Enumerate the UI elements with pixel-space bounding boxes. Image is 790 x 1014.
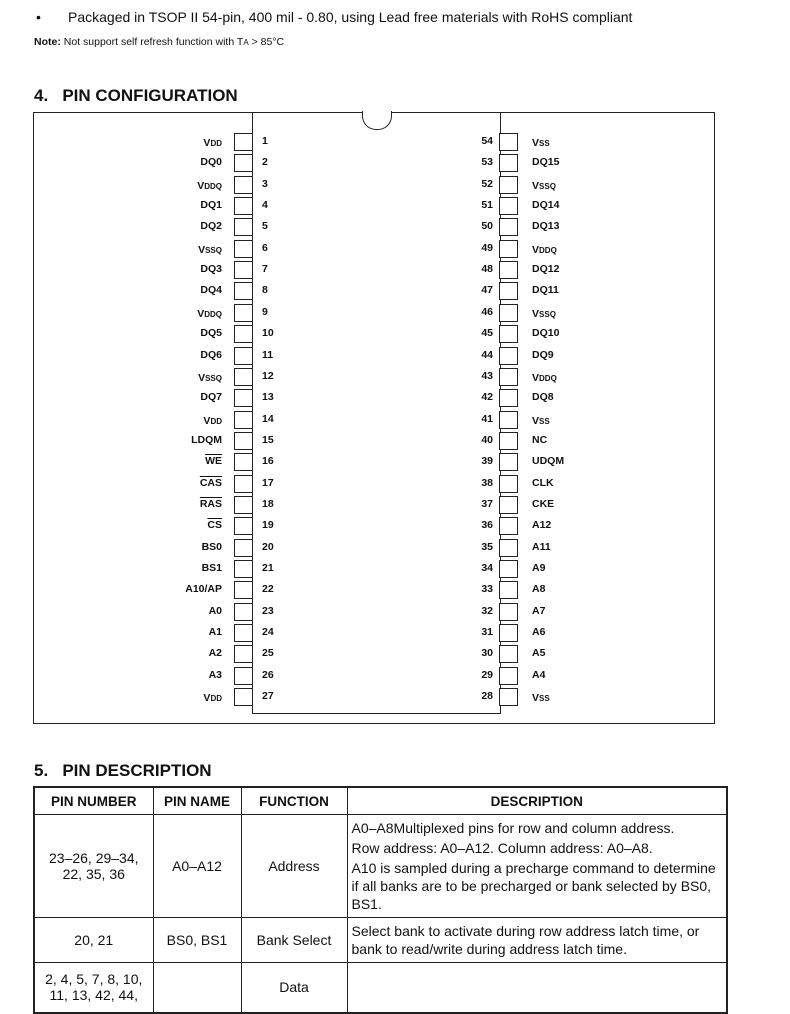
pin-label: A9 — [532, 562, 546, 574]
pin-number: 4 — [262, 199, 268, 212]
pin-box — [234, 154, 253, 172]
bullet: • — [36, 9, 41, 25]
pin-box — [234, 325, 253, 343]
column-header: DESCRIPTION — [347, 787, 727, 815]
pin-number: 1 — [262, 135, 268, 147]
pin-box — [499, 645, 518, 663]
pin-number: 18 — [262, 497, 274, 510]
pin-number: 22 — [262, 583, 274, 596]
pin-number: 35 — [481, 540, 493, 553]
pin-number: 44 — [481, 348, 493, 361]
pin-number: 39 — [481, 455, 493, 468]
pin-label: VDD — [203, 692, 222, 705]
pin-box — [234, 667, 253, 685]
column-header: PIN NUMBER — [34, 787, 153, 815]
pin-label: DQ6 — [200, 348, 222, 361]
note-tail: > 85°C — [248, 36, 285, 48]
pin-label: VSSQ — [198, 243, 222, 256]
pin-number: 5 — [262, 220, 268, 233]
pin-number: 27 — [262, 690, 274, 703]
pin-label: VSS — [532, 137, 550, 149]
pin-box — [234, 645, 253, 663]
pin-box — [499, 517, 518, 535]
pin-label: DQ1 — [200, 199, 222, 212]
pin-label: DQ4 — [200, 284, 222, 297]
pin-label: DQ2 — [200, 220, 222, 233]
pin-number: 33 — [481, 583, 493, 596]
pin-label: A7 — [532, 604, 546, 617]
pin-number: 12 — [262, 369, 274, 382]
pin-number: 36 — [481, 519, 493, 532]
pin-box — [234, 517, 253, 535]
pin-box — [234, 688, 253, 706]
pin-label: A6 — [532, 626, 546, 639]
pin-label: A10/AP — [185, 583, 222, 596]
pin-box — [234, 581, 253, 599]
pin-box — [234, 240, 253, 258]
pin-number: 2 — [262, 156, 268, 169]
pin-description-table — [33, 786, 728, 1014]
pin-label: VDDQ — [532, 243, 557, 256]
pin-label: $\overline{CAS}$ — [199, 476, 222, 489]
pin-number: 23 — [262, 604, 274, 617]
pin-label: VDD — [203, 137, 222, 149]
pin-box — [499, 347, 518, 365]
section-title-pin-configuration: 4. PIN CONFIGURATION — [34, 86, 238, 105]
pin-number: 9 — [262, 305, 268, 318]
pin-box — [499, 603, 518, 621]
note-text: Not support self refresh function with T — [63, 36, 244, 48]
pin-box — [499, 154, 518, 172]
table-row — [34, 918, 727, 963]
pin-number: 21 — [262, 562, 274, 574]
table-row — [34, 963, 727, 1013]
pin-number: 20 — [262, 540, 274, 553]
pin-label: DQ8 — [532, 391, 554, 404]
pin-number-cell: 23–26, 29–34, 22, 35, 36 — [34, 815, 153, 918]
pin-number: 11 — [262, 348, 274, 361]
pin-label: CLK — [532, 476, 554, 489]
pin-number: 31 — [481, 626, 493, 639]
package-feature-text: Packaged in TSOP II 54-pin, 400 mil - 0.80, using Lead free materials with RoHS compliant — [68, 9, 633, 25]
pin-label: DQ3 — [200, 263, 222, 276]
pin-number: 19 — [262, 519, 274, 532]
pin-number: 42 — [481, 391, 493, 404]
pin-name-cell — [153, 963, 241, 1013]
pin-box — [234, 218, 253, 236]
table-row — [34, 815, 727, 918]
pin-box — [499, 624, 518, 642]
pin-number: 15 — [262, 433, 274, 446]
pin-box — [234, 603, 253, 621]
pin-box — [499, 411, 518, 429]
pin-number: 3 — [262, 177, 268, 190]
pin-number-cell: 20, 21 — [34, 918, 153, 963]
pin-label: A8 — [532, 583, 546, 596]
section-title-pin-description: 5. PIN DESCRIPTION — [34, 761, 212, 780]
pin-label: DQ14 — [532, 199, 560, 212]
pin-label: VDDQ — [532, 371, 557, 384]
pin-number: 40 — [481, 433, 493, 446]
pin-label: VDDQ — [197, 179, 222, 192]
pin-box — [499, 560, 518, 578]
pin-number-cell: 2, 4, 5, 7, 8, 10, 11, 13, 42, 44, — [34, 963, 153, 1013]
pin-number: 52 — [481, 177, 493, 190]
pin-label: A4 — [532, 668, 546, 681]
pin-label: $\overline{WE}$ — [205, 455, 222, 468]
pin-label: A5 — [532, 647, 546, 660]
pin-number: 54 — [481, 135, 493, 147]
function-cell: Bank Select — [241, 918, 347, 963]
pin-label: DQ15 — [532, 156, 560, 169]
pin-box — [234, 133, 253, 151]
pin-label: A2 — [208, 647, 222, 660]
pin-box — [234, 176, 253, 194]
pin-number: 37 — [481, 497, 493, 510]
pin-label: A11 — [532, 540, 551, 553]
pin-label: A3 — [208, 668, 222, 681]
function-cell: Data — [241, 963, 347, 1013]
pin-name-cell: BS0, BS1 — [153, 918, 241, 963]
pin-number: 14 — [262, 412, 274, 425]
pin-label: DQ9 — [532, 348, 554, 361]
description-line: Row address: A0–A12. Column address: A0–A8. — [351, 840, 653, 856]
pin-box — [499, 496, 518, 514]
pin-number: 53 — [481, 156, 493, 169]
pin-box — [499, 304, 518, 322]
pin-label: $\overline{CS}$ — [207, 519, 222, 532]
pin-box — [234, 453, 253, 471]
note-sub: A — [243, 38, 249, 47]
pin-number: 25 — [262, 647, 274, 660]
pin-box — [499, 688, 518, 706]
pin-box — [499, 133, 518, 151]
pin-box — [499, 581, 518, 599]
pin-number: 8 — [262, 284, 268, 297]
pin-box — [234, 347, 253, 365]
pin-label: $\overline{RAS}$ — [199, 497, 222, 510]
pin-box — [234, 304, 253, 322]
pin-label: VSSQ — [198, 371, 222, 384]
pin-box — [499, 282, 518, 300]
pin-box — [499, 389, 518, 407]
pin-label: LDQM — [191, 433, 222, 446]
pin-box — [234, 282, 253, 300]
pin-box — [499, 176, 518, 194]
pin-label: DQ7 — [200, 391, 222, 404]
pin-box — [499, 368, 518, 386]
pin-label: BS1 — [201, 562, 222, 574]
pin-label: VSS — [532, 414, 550, 427]
pin-label: CKE — [532, 497, 555, 510]
pin-box — [234, 475, 253, 493]
function-cell: Address — [241, 815, 347, 918]
pin-number: 16 — [262, 455, 274, 468]
pin-number: 10 — [262, 327, 274, 340]
pin-number: 24 — [262, 626, 274, 639]
pin-label: A12 — [532, 519, 552, 532]
pin-box — [234, 197, 253, 215]
pin-number: 50 — [481, 220, 493, 233]
pin-number: 43 — [481, 369, 493, 382]
pin-number: 51 — [481, 199, 493, 212]
description-cell — [347, 918, 727, 963]
description-line: Select bank to activate during row address latch time, or bank to read/write during address latch time. — [351, 923, 700, 957]
pin-label: DQ13 — [532, 220, 560, 233]
pin-number: 38 — [481, 476, 493, 489]
note-label: Note: — [34, 36, 61, 48]
pin-label: DQ10 — [532, 327, 560, 340]
pin-box — [499, 197, 518, 215]
pin-box — [234, 368, 253, 386]
pin-box — [499, 325, 518, 343]
pin-label: DQ12 — [532, 263, 560, 276]
pin-number: 47 — [481, 284, 493, 297]
pin-box — [234, 624, 253, 642]
pin-box — [234, 560, 253, 578]
pin-box — [499, 667, 518, 685]
pin-box — [499, 432, 518, 450]
pin-label: VDDQ — [197, 307, 222, 320]
pin-box — [499, 240, 518, 258]
pin-label: BS0 — [201, 540, 222, 553]
pin-box — [234, 389, 253, 407]
pin-number: 7 — [262, 263, 268, 276]
pin-label: VSSQ — [532, 307, 556, 320]
pin-box — [234, 261, 253, 279]
pin-number: 45 — [481, 327, 493, 340]
pin-label: UDQM — [532, 455, 565, 468]
pin-box — [234, 539, 253, 557]
pin-box — [234, 496, 253, 514]
pin-box — [234, 432, 253, 450]
pin-box — [499, 453, 518, 471]
pin-label: A0 — [208, 604, 222, 617]
pin-label: DQ11 — [532, 284, 559, 297]
description-cell — [347, 815, 727, 918]
pin-number: 34 — [481, 562, 493, 574]
pin-number: 32 — [481, 604, 493, 617]
description-cell — [347, 963, 727, 1013]
pin-box — [499, 539, 518, 557]
pin-box — [499, 261, 518, 279]
chip-body — [252, 112, 501, 714]
column-header: PIN NAME — [153, 787, 241, 815]
pin-number: 26 — [262, 668, 274, 681]
table-header-row — [34, 787, 727, 815]
note — [34, 36, 284, 48]
pin-number: 48 — [481, 263, 493, 276]
pin-number: 29 — [481, 668, 493, 681]
pin-label: DQ5 — [200, 327, 222, 340]
pin-number: 46 — [481, 305, 493, 318]
pin-label: NC — [532, 433, 548, 446]
pin-number: 13 — [262, 391, 274, 404]
pin-box — [499, 475, 518, 493]
pin-number: 30 — [481, 647, 493, 660]
pin-number: 28 — [481, 690, 493, 703]
pin-box — [234, 411, 253, 429]
description-line: A10 is sampled during a precharge command to determine if all banks are to be precharged or bank selected by BS0, BS1. — [351, 860, 716, 912]
column-header: FUNCTION — [241, 787, 347, 815]
pin-label: VSS — [532, 692, 550, 705]
pin-number: 17 — [262, 476, 274, 489]
pin-number: 41 — [481, 412, 493, 425]
pin-label: A1 — [208, 626, 222, 639]
pin-label: DQ0 — [200, 156, 222, 169]
pin-name-cell: A0–A12 — [153, 815, 241, 918]
pin-label: VSSQ — [532, 179, 556, 192]
pin-label: VDD — [203, 414, 222, 427]
pin-number: 6 — [262, 241, 268, 254]
pin-box — [499, 218, 518, 236]
pin-number: 49 — [481, 241, 493, 254]
description-line: A0–A8Multiplexed pins for row and column address. — [351, 820, 675, 836]
